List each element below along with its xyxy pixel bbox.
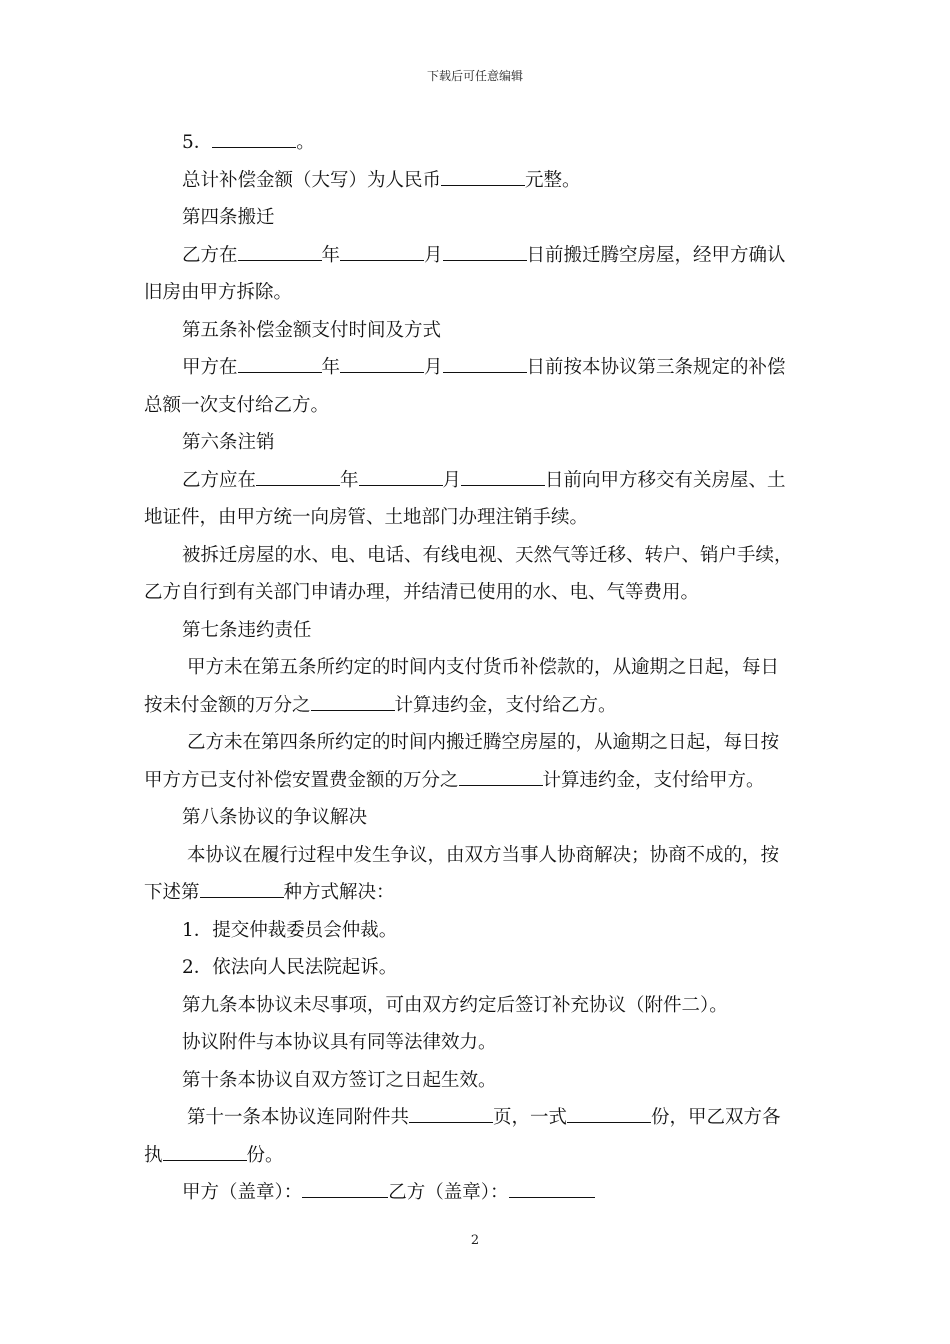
blank-field <box>212 128 296 148</box>
blank-field <box>409 1103 493 1123</box>
list-item: 2．依法向人民法院起诉。 <box>182 957 398 978</box>
paragraph-line <box>144 687 812 725</box>
paragraph-line <box>144 1137 812 1175</box>
blank-field <box>238 353 322 373</box>
text-segment: 日前向甲方移交有关房屋、土 <box>545 469 786 491</box>
text-segment: 份，甲乙双方各 <box>651 1107 781 1128</box>
text-segment: 乙方应在 <box>182 469 257 491</box>
text-segment: 日前搬迁腾空房屋，经甲方确认 <box>526 244 786 266</box>
paragraph-line: 乙方自行到有关部门申请办理，并结清已使用的水、电、气等费用。 <box>144 582 700 603</box>
paragraph-line: 本协议在履行过程中发生争议，由双方当事人协商解决；协商不成的，按 <box>187 844 780 866</box>
blank-field <box>567 1103 651 1123</box>
text-segment: 份。 <box>246 1144 284 1166</box>
text-segment: 按未付金额的万分之 <box>144 694 311 716</box>
text-segment: 总计补偿金额（大写）为人民币 <box>182 169 442 191</box>
total-compensation-line <box>144 162 812 200</box>
page-number: 2 <box>470 1233 480 1248</box>
blank-field <box>461 465 545 485</box>
article-heading: 第七条违约责任 <box>182 619 312 641</box>
paragraph-line: 乙方未在第四条所约定的时间内搬迁腾空房屋的，从逾期之日起，每日按 <box>187 732 780 753</box>
text-segment: 元整。 <box>525 169 581 191</box>
text-segment: 乙方在 <box>182 244 238 266</box>
blank-field <box>238 240 322 260</box>
party-b-seal-label: 乙方（盖章）： <box>388 1182 509 1203</box>
list-item: 1．提交仲裁委员会仲裁。 <box>182 919 398 941</box>
paragraph-line: 旧房由甲方拆除。 <box>144 282 293 303</box>
article-heading: 第十条本协议自双方签订之日起生效。 <box>182 1069 497 1091</box>
blank-field <box>340 240 424 260</box>
paragraph-line <box>144 462 812 500</box>
text-segment: 页，一式 <box>493 1107 568 1128</box>
paragraph-line <box>144 762 812 800</box>
blank-field <box>459 765 543 785</box>
text-segment: 年 <box>340 469 359 491</box>
article-heading: 第九条本协议未尽事项，可由双方约定后签订补充协议（附件二）。 <box>182 994 728 1016</box>
blank-field <box>163 1140 247 1160</box>
text-segment: 年 <box>321 244 341 266</box>
text-segment: 种方式解决： <box>283 882 395 903</box>
document-body <box>144 124 812 1212</box>
blank-field <box>443 353 527 373</box>
article-heading: 第六条注销 <box>182 432 275 453</box>
article-heading: 第四条搬迁 <box>182 207 275 228</box>
text-segment: 日前按本协议第三条规定的补偿 <box>526 357 786 378</box>
text-segment: 月 <box>424 357 443 378</box>
blank-field <box>340 353 424 373</box>
blank-field <box>443 240 527 260</box>
text-segment: 计算违约金，支付给甲方。 <box>542 769 765 791</box>
paragraph-line: 地证件，由甲方统一向房管、土地部门办理注销手续。 <box>144 507 589 528</box>
blank-field <box>302 1178 388 1198</box>
text-segment: 月 <box>442 469 462 491</box>
text-segment: 下述第 <box>144 882 200 903</box>
paragraph-line <box>144 1099 812 1137</box>
page-header: 下载后可任意编辑 <box>426 69 523 83</box>
paragraph-line: 协议附件与本协议具有同等法律效力。 <box>182 1032 497 1053</box>
paragraph-line: 总额一次支付给乙方。 <box>144 394 330 416</box>
party-a-seal-label: 甲方（盖章）： <box>182 1182 303 1203</box>
blank-field <box>311 690 395 710</box>
text-segment: 。 <box>296 132 315 153</box>
article-heading: 第八条协议的争议解决 <box>182 807 368 828</box>
text-segment: 甲方在 <box>182 357 238 378</box>
paragraph-line <box>144 349 812 387</box>
signature-line <box>144 1174 812 1212</box>
paragraph-line: 甲方未在第五条所约定的时间内支付货币补偿款的，从逾期之日起，每日 <box>187 657 780 678</box>
text-segment: 年 <box>321 357 341 378</box>
paragraph-line <box>144 237 812 275</box>
item-5-line <box>144 124 812 162</box>
text-segment: 甲方方已支付补偿安置费金额的万分之 <box>144 769 459 791</box>
blank-field <box>200 878 284 898</box>
text-segment: 计算违约金，支付给乙方。 <box>394 694 617 716</box>
text-segment: 5． <box>182 132 213 153</box>
text-segment: 执 <box>144 1144 163 1166</box>
blank-field <box>509 1178 595 1198</box>
article-heading: 第五条补偿金额支付时间及方式 <box>182 319 442 341</box>
paragraph-line <box>144 874 812 912</box>
paragraph-line: 被拆迁房屋的水、电、电话、有线电视、天然气等迁移、转户、销户手续， <box>182 544 793 566</box>
blank-field <box>441 165 525 185</box>
blank-field <box>359 465 443 485</box>
text-segment: 第十一条本协议连同附件共 <box>187 1107 410 1128</box>
blank-field <box>256 465 340 485</box>
text-segment: 月 <box>424 244 443 266</box>
